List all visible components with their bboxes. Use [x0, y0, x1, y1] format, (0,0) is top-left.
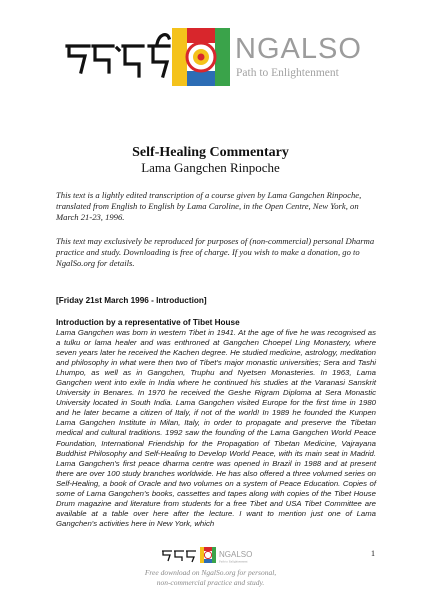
page-number: 1 — [371, 549, 375, 558]
document-author: Lama Gangchen Rinpoche — [141, 160, 280, 175]
tibetan-script-logo — [63, 28, 173, 83]
ngalso-emblem-logo — [172, 28, 230, 86]
brand-name: NGALSO — [235, 33, 362, 65]
header-logo — [55, 24, 375, 92]
footer-logo — [160, 545, 260, 565]
brand-tagline: Path to Enlightenment — [236, 67, 339, 79]
section-heading: Introduction by a representative of Tibet House — [56, 318, 240, 327]
footer-brand-tagline: Path to Enlightenment — [219, 559, 248, 564]
footer-note — [0, 568, 421, 587]
footer-note-line-2: non-commercial practice and study. — [156, 577, 265, 587]
section-date-label: [Friday 21st March 1996 - Introduction] — [56, 296, 207, 305]
brand-wordmark — [235, 34, 375, 84]
reproduction-note: This text may exclusively be reproduced for purposes of (non-commercial) personal Dharma practice and study. Downloading is free of charge. If you wish to make a donation, go to NgalSo.org for details. — [56, 236, 375, 268]
transcription-note: This text is a lightly edited transcription of a course given by Lama Gangchen Rinpoche, translated from English to English by Lama Caroline, in the Open Centre, New York, on March 21-23, 1996. — [56, 190, 362, 222]
document-title: Self-Healing Commentary — [132, 145, 289, 160]
footer-note-line-1: Free download on NgalSo.org for personal, — [144, 568, 277, 577]
body-paragraph: Lama Gangchen was born in western Tibet in 1941. At the age of five he was recognised as a tulku or lama healer and was enthroned at Gangchen Choepel Ling Monastery, where seven years later he received the Kachen degree. He studied medicine, astrology, meditation and philosophy in what were then two of Tibet's major monastic universities; Sera and Tashi Lhumpo, as well as in Gangchen, Truphu and Nyetsen Monasteries. In 1963, Lama Gangchen went into exile in India where he continued his studies at the Varanasi Sanskrit University in Benares. In 1970 he received the Geshe Rigram Diploma at Sera Monastic University located in South India. Lama Gangchen visited Europe for the first time in 1980 and he later became a citizen of Italy, if not of the world! In 1989 he founded the Kunpen Lama Gangchen Institute in Milan, Italy, in order to propagate and preserve the Tibetan medical and cultural traditions. 1992 saw the founding of the Lama Gangchen World Peace Foundation, International Friendship for the Propagation of Tibetan Medicine, Vajrayana Buddhist Philosophy and Self-Healing to Develop World Peace, with its main seat in Madrid. Lama Gangchen's first peace dharma centre was opened in Brazil in 1988 and at present there are over 100 study branches worldwide. He has also offered a three volumed series on Self-Healing, a book of Oracle and two volumes on a system of Peace Education. Copies of some of Lama Gangchen's books, cassettes and tapes along with copies of the Tibet House Drum magazine and literature from students for a free Tibet and USA Tibet Committee are available at a table over here after the lecture. I want to mention just one of Lama Gangchen's activities here in New York, which — [56, 328, 376, 528]
footer-brand-name: NGALSO — [219, 550, 253, 559]
